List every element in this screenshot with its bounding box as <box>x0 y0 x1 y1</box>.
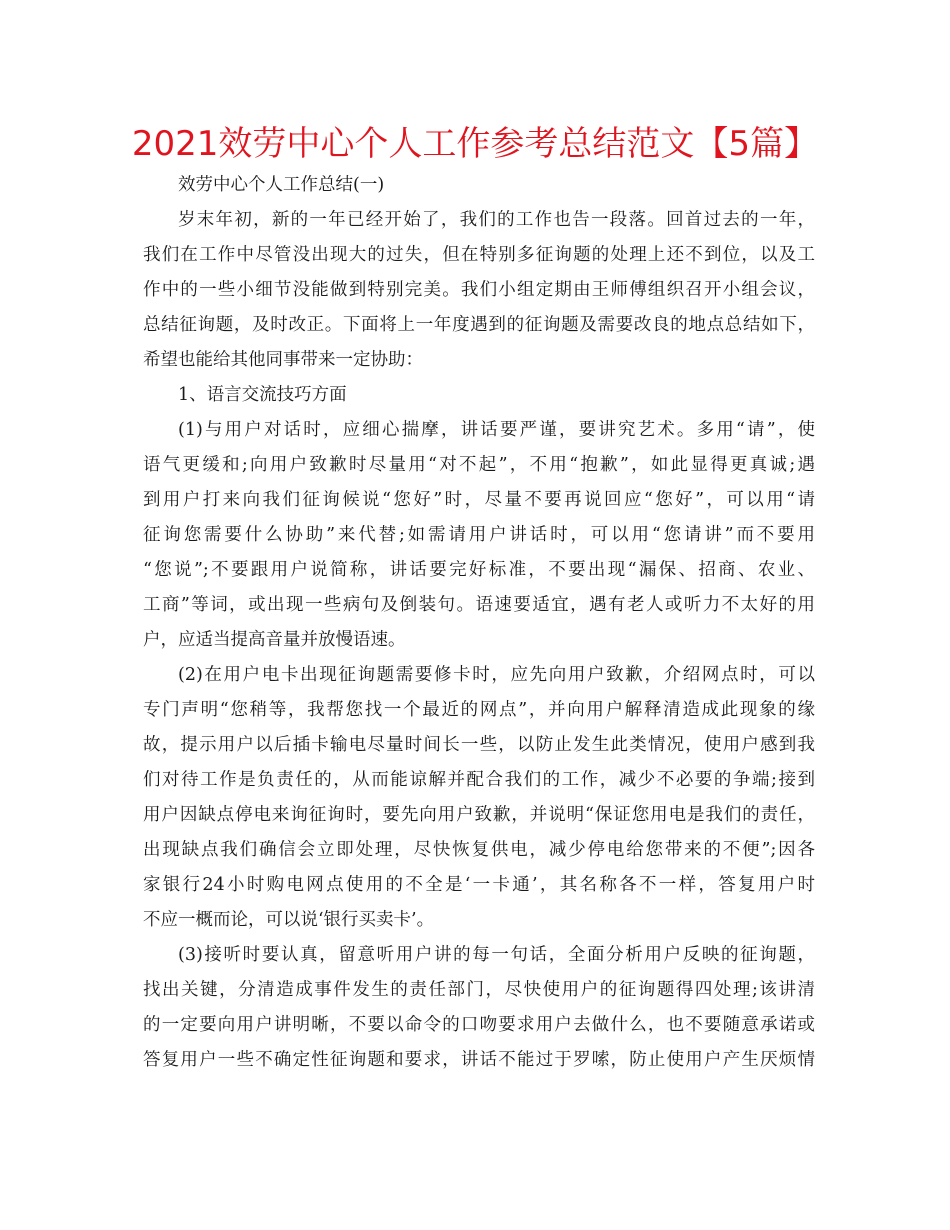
body-line: 作中的一些小细节没能做到特别完美。我们小组定期由王师傅组织召开小组会议， <box>143 280 815 300</box>
body-line: 语气更缓和;向用户致歉时尽量用“对不起”，不用“抱歉”，如此显得更真诚;遇 <box>143 455 815 475</box>
body-line: 1、语言交流技巧方面 <box>178 385 347 405</box>
document-body <box>143 168 815 1078</box>
body-line: 户，应适当提高音量并放慢语速。 <box>143 630 406 650</box>
body-line: (2)在用户电卡出现征询题需要修卡时，应先向用户致歉，介绍网点时，可以 <box>178 665 815 685</box>
body-line: 总结征询题，及时改正。下面将上一年度遇到的征询题及需要改良的地点总结如下， <box>143 315 815 335</box>
body-line: 效劳中心个人工作总结(一) <box>178 175 385 195</box>
body-line: 找出关键，分清造成事件发生的责任部门，尽快使用户的征询题得四处理;该讲清 <box>143 980 815 1000</box>
body-line: 出现缺点我们确信会立即处理，尽快恢复供电，减少停电给您带来的不便”;因各 <box>143 840 815 860</box>
body-line: (1)与用户对话时，应细心揣摩，讲话要严谨，要讲究艺术。多用“请”，使 <box>178 420 815 440</box>
body-line: 征询您需要什么协助”来代替;如需请用户讲话时，可以用“您请讲”而不要用 <box>143 525 815 545</box>
body-line: “您说”;不要跟用户说简称，讲话要完好标准，不要出现“漏保、招商、农业、 <box>143 560 815 580</box>
body-line: 专门声明“您稍等，我帮您找一个最近的网点”，并向用户解释清造成此现象的缘 <box>143 700 815 720</box>
body-line: 家银行24小时购电网点使用的不全是‘一卡通’，其名称各不一样，答复用户时 <box>143 875 815 895</box>
body-line: 答复用户一些不确定性征询题和要求，讲话不能过于罗嗦，防止使用户产生厌烦情 <box>143 1050 815 1070</box>
body-line: 用户因缺点停电来询征询时，要先向用户致歉，并说明“保证您用电是我们的责任， <box>143 805 815 825</box>
body-line: 岁末年初，新的一年已经开始了，我们的工作也告一段落。回首过去的一年， <box>178 210 815 230</box>
body-line: 我们在工作中尽管没出现大的过失，但在特别多征询题的处理上还不到位，以及工 <box>143 245 815 265</box>
body-line: 故，提示用户以后插卡输电尽量时间长一些，以防止发生此类情况，使用户感到我 <box>143 735 815 755</box>
document-title: 2021效劳中心个人工作参考总结范文【5篇】 <box>131 124 819 164</box>
body-line: 不应一概而论，可以说‘银行买卖卡’。 <box>143 910 435 930</box>
body-line: 的一定要向用户讲明晰，不要以命令的口吻要求用户去做什么，也不要随意承诺或 <box>143 1015 815 1035</box>
body-line: 到用户打来向我们征询候说“您好”时，尽量不要再说回应“您好”，可以用“请 <box>143 490 815 510</box>
body-line: 希望也能给其他同事带来一定协助： <box>143 350 423 370</box>
body-line: 工商”等词，或出现一些病句及倒装句。语速要适宜，遇有老人或听力不太好的用 <box>143 595 815 615</box>
body-line: 们对待工作是负责任的，从而能谅解并配合我们的工作，减少不必要的争端;接到 <box>143 770 815 790</box>
body-line: (3)接听时要认真，留意听用户讲的每一句话，全面分析用户反映的征询题， <box>178 945 815 965</box>
